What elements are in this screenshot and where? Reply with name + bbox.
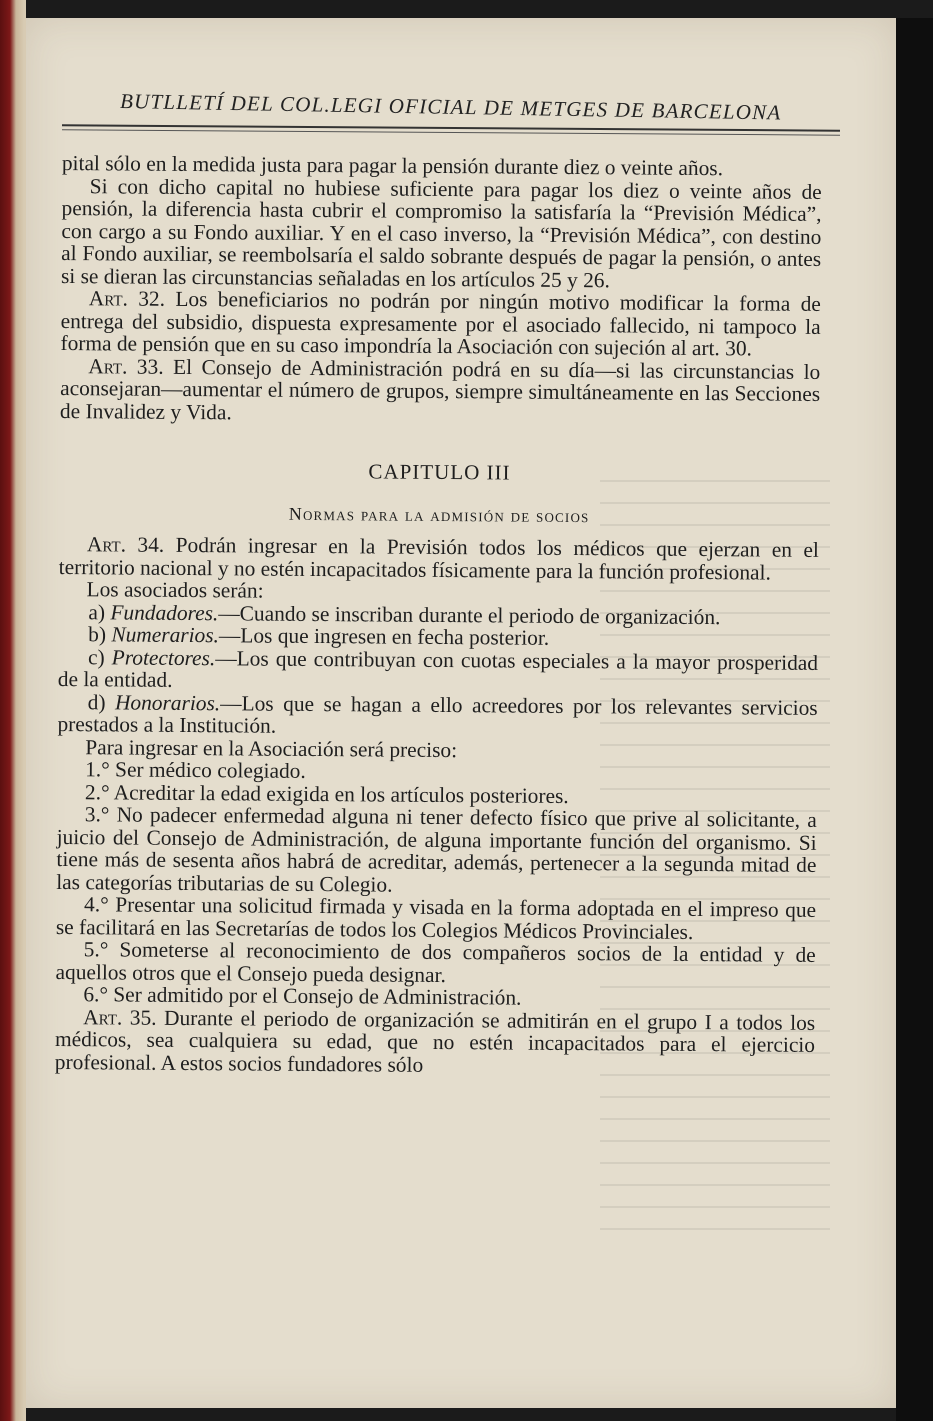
item-term: Fundadores. bbox=[110, 599, 219, 625]
article-32 bbox=[60, 287, 821, 360]
article-label: Art. 33. bbox=[88, 353, 164, 379]
paragraph-capital: Si con dicho capital no hubiese suficiente para pagar los diez o veinte años de pensión, la diferencia hasta cubrir el compromiso la satisfaría la “Previsión Médica”, con cargo a su Fondo auxiliar. Y en el caso inverso, la “Previsión Médica”, con destino al Fondo auxiliar, se reembolsaría el saldo sobrante después de pagar la pensión, o antes si se dieran las circunstancias señaladas en los artículos 25 y 26. bbox=[60, 173, 822, 292]
article-label: Art. 34. bbox=[86, 532, 165, 557]
article-label: Art. 32. bbox=[88, 286, 166, 311]
item-text: —Cuando se inscriban durante el periodo de organización. bbox=[218, 600, 721, 629]
binding-edge bbox=[0, 0, 26, 1421]
item-marker: c) bbox=[87, 644, 105, 669]
scan-background bbox=[896, 18, 933, 1421]
article-text: Los beneficiarios no podrán por ningún motivo modificar la forma de entrega del subsidio, dispuesta expresamente por el asociado fallecido, ni tampoco la forma de pensión que en su caso impondría la Asociación con sujeción al art. 30. bbox=[60, 286, 821, 361]
item-term: Honorarios. bbox=[114, 689, 221, 715]
requirement-5: 5.° Someterse al reconocimiento de dos compañeros socios de la entidad y de aquellos otros que el Consejo pueda designar. bbox=[55, 937, 816, 987]
article-label: Art. 35. bbox=[83, 1004, 157, 1030]
paragraph-continuation: pital sólo en la medida justa para pagar la pensión durante diez o veinte años. bbox=[61, 151, 724, 181]
list-item-d bbox=[57, 690, 817, 741]
article-text: El Consejo de Administración podrá en su día—si las circunstancias lo aconsejaran—aumentar el número de grupos, siempre simultáneamente en las Secciones de Invalidez y Vida. bbox=[59, 354, 821, 424]
item-marker: b) bbox=[88, 622, 107, 647]
item-marker: a) bbox=[88, 599, 106, 624]
asociados-intro: Los asociados serán: bbox=[86, 577, 264, 603]
article-text: Durante el periodo de organización se admitirán en el grupo I a todos los médicos, sea cualquiera su edad, que no estén incapacitados para el ejercicio profesional. A estos socios fundadores sólo bbox=[54, 1005, 816, 1077]
requirement-6: 6.° Ser admitido por el Consejo de Administración. bbox=[83, 982, 522, 1010]
article-35 bbox=[55, 1005, 816, 1078]
article-text: Podrán ingresar en la Previsión todos los médicos que ejerzan en el territorio nacional y no estén incapacitados físicamente para la función profesional. bbox=[58, 532, 819, 585]
requirement-1: 1.° Ser médico colegiado. bbox=[85, 757, 306, 783]
article-34 bbox=[59, 533, 819, 584]
item-text: —Los que ingresen en fecha posterior. bbox=[218, 623, 550, 650]
list-item-c bbox=[58, 645, 818, 696]
article-33 bbox=[60, 354, 821, 427]
requirement-2: 2.° Acreditar la edad exigida en los artículos posteriores. bbox=[84, 779, 569, 808]
item-text: —Los que contribuyan con cuotas especiales a la mayor prosperidad de la entidad. bbox=[57, 645, 819, 692]
requirements-intro: Para ingresar en la Asociación será preciso: bbox=[85, 734, 458, 762]
running-header: BUTLLETÍ DEL COL.LEGI OFICIAL DE METGES DE BARCELONA bbox=[119, 89, 782, 125]
section-heading: Normas para la admisión de socios bbox=[288, 503, 590, 526]
page-body bbox=[55, 152, 822, 1079]
item-term: Numerarios. bbox=[111, 622, 220, 648]
item-term: Protectores. bbox=[111, 644, 216, 670]
requirement-3: 3.° No padecer enfermedad alguna ni tener defecto físico que prive al solicitante, a juicio del Consejo de Administración, de alguna importante función del organismo. Si tiene más de sesenta años habrá de acreditar, además, pertenecer a la segunda mitad de las categorías tributarias de su Colegio. bbox=[56, 802, 817, 897]
requirement-4: 4.° Presentar una solicitud firmada y visada en la forma adoptada en el impreso que se facilitará en las Secretarías de todos los Colegios Médicos Provinciales. bbox=[55, 892, 817, 944]
item-text: —Los que se hagan a ello acreedores por los relevantes servicios prestados a la Institución. bbox=[57, 690, 818, 738]
item-marker: d) bbox=[87, 689, 106, 714]
chapter-heading: CAPITULO III bbox=[368, 459, 511, 485]
